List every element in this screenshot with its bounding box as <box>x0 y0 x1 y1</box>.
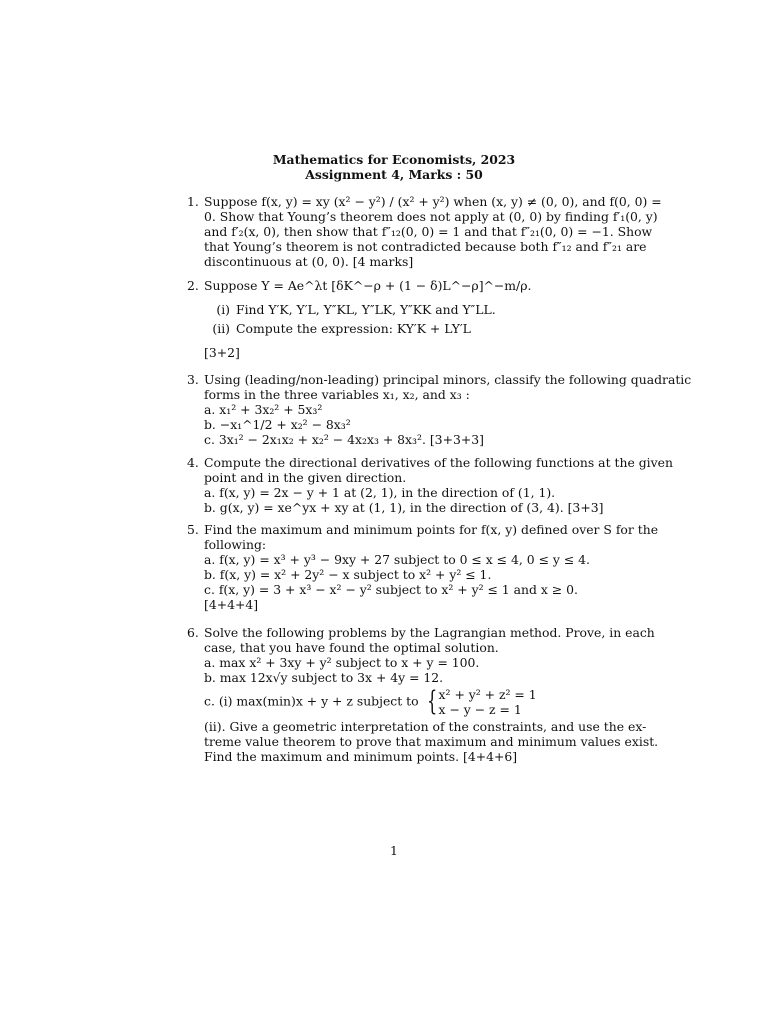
question-4 <box>187 455 673 515</box>
left-brace: { <box>426 686 437 717</box>
sub-item-text: Find Y′K, Y′L, Y″KL, Y″LK, Y″KK and Y″LL. <box>236 302 496 317</box>
text-line: c. f(x, y) = 3 + x³ − x² − y² subject to x² + y² ≤ 1 and x ≥ 0. <box>204 582 578 597</box>
equation-system <box>427 687 537 717</box>
text-line: that Young’s theorem is not contradicted because both f″₁₂ and f″₂₁ are <box>204 239 647 254</box>
question-number: 4. <box>187 455 199 470</box>
question-number: 1. <box>187 194 199 209</box>
text-line: Suppose Y = Ae^λt [δK^−ρ + (1 − δ)L^−ρ]^−m/ρ. <box>204 278 532 293</box>
document-subtitle: Assignment 4, Marks : 50 <box>305 167 483 182</box>
sub-item <box>204 302 617 317</box>
question-text <box>204 625 659 764</box>
text-line: Suppose f(x, y) = xy (x² − y²) / (x² + y²) when (x, y) ≠ (0, 0), and f(0, 0) = <box>204 194 662 209</box>
text-line: a. x₁² + 3x₂² + 5x₃² <box>204 402 323 417</box>
page-number: 1 <box>390 843 398 858</box>
sub-item <box>204 321 617 336</box>
question-text <box>204 455 673 515</box>
question-text <box>204 522 659 612</box>
question-6 <box>187 625 659 764</box>
sub-item-label: (i) <box>216 302 230 317</box>
document-title: Mathematics for Economists, 2023 <box>272 152 516 167</box>
text-line: and f′₂(x, 0), then show that f″₁₂(0, 0) = 1 and that f″₂₁(0, 0) = −1. Show <box>204 224 653 239</box>
equation: x − y − z = 1 <box>438 702 522 717</box>
text-line: following: <box>204 537 267 552</box>
question-text <box>204 278 617 360</box>
question-5 <box>187 522 659 612</box>
text-line: Solve the following problems by the Lagrangian method. Prove, in each <box>204 625 655 640</box>
question-3 <box>187 372 692 447</box>
text-line: b. max 12x√y subject to 3x + 4y = 12. <box>204 670 444 685</box>
question-number: 6. <box>187 625 199 640</box>
text-line: b. −x₁^1/2 + x₂² − 8x₃² <box>204 417 351 432</box>
text-line: forms in the three variables x₁, x₂, and x₃ : <box>204 387 470 402</box>
marks-label: [4+4+4] <box>204 597 259 612</box>
text-line: (ii). Give a geometric interpretation of the constraints, and use the ex- <box>204 719 647 734</box>
question-number: 3. <box>187 372 199 387</box>
text-line: a. f(x, y) = x³ + y³ − 9xy + 27 subject to 0 ≤ x ≤ 4, 0 ≤ y ≤ 4. <box>204 552 590 567</box>
text-line: Using (leading/non-leading) principal minors, classify the following quadratic <box>204 372 692 387</box>
question-text <box>204 372 692 447</box>
text-line: case, that you have found the optimal solution. <box>204 640 499 655</box>
text-line: 0. Show that Young’s theorem does not apply at (0, 0) by finding f′₁(0, y) <box>204 209 658 224</box>
text-line: b. f(x, y) = x² + 2y² − x subject to x² + y² ≤ 1. <box>204 567 492 582</box>
text-line: discontinuous at (0, 0). [4 marks] <box>204 254 414 269</box>
question-text <box>204 194 662 269</box>
sub-item-label: (ii) <box>212 321 230 336</box>
text-line: treme value theorem to prove that maximum and minimum values exist. <box>204 734 659 749</box>
text-line: a. f(x, y) = 2x − y + 1 at (2, 1), in the direction of (1, 1). <box>204 485 556 500</box>
marks-label: [3+2] <box>204 345 240 360</box>
text-line: Find the maximum and minimum points. [4+4+6] <box>204 749 518 764</box>
question-number: 5. <box>187 522 199 537</box>
text-line: c. 3x₁² − 2x₁x₂ + x₂² − 4x₂x₃ + 8x₃². [3+3+3] <box>204 432 484 447</box>
text-line: b. g(x, y) = xe^yx + xy at (1, 1), in the direction of (3, 4). [3+3] <box>204 500 604 515</box>
text-line: Compute the directional derivatives of the following functions at the given <box>204 455 673 470</box>
question-number: 2. <box>187 278 199 293</box>
text-line: point and in the given direction. <box>204 470 407 485</box>
text-line: a. max x² + 3xy + y² subject to x + y = 100. <box>204 655 480 670</box>
equation: x² + y² + z² = 1 <box>438 687 537 702</box>
text-line: c. (i) max(min)x + y + z subject to <box>204 693 419 709</box>
question-2 <box>187 278 617 360</box>
sub-item-text: Compute the expression: KY′K + LY′L <box>236 321 471 336</box>
text-line: Find the maximum and minimum points for f(x, y) defined over S for the <box>204 522 659 537</box>
constraint-system-row <box>204 687 617 717</box>
question-1 <box>187 194 662 269</box>
